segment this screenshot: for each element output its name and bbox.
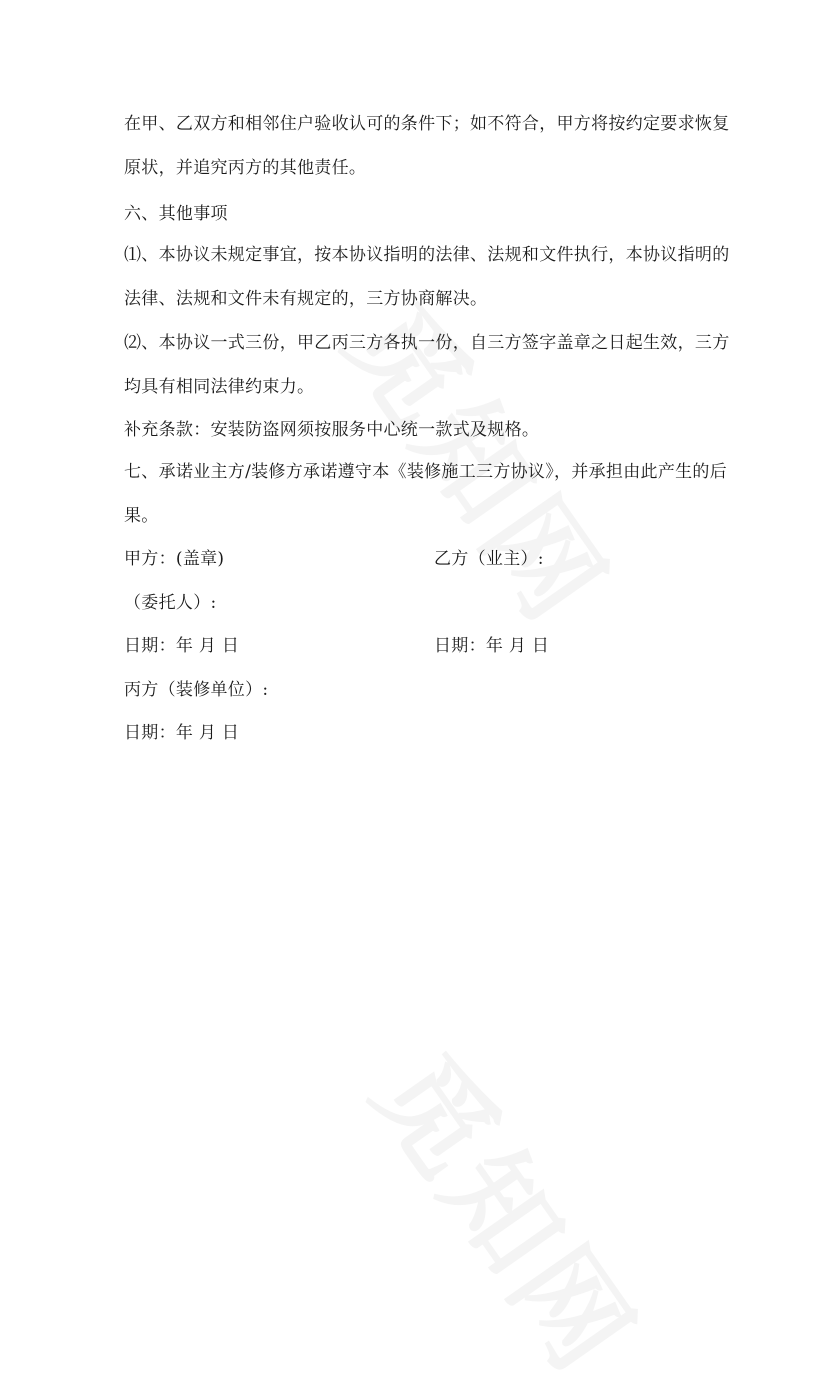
date-party-c: 日期：年 月 日 <box>124 723 240 743</box>
section-7-line-1: 七、承诺业主方/装修方承诺遵守本《装修施工三方协议》，并承担由此产生的后 <box>124 462 728 482</box>
signature-party-b: 乙方（业主）: <box>434 549 544 569</box>
supplementary-clause: 补充条款：安装防盗网须按服务中心统一款式及规格。 <box>124 420 540 440</box>
clause-1-line-2: 法律、法规和文件未有规定的，三方协商解决。 <box>124 289 488 309</box>
section-heading-other-matters: 六、其他事项 <box>124 204 228 224</box>
clause-1-line-1: ⑴、本协议未规定事宜，按本协议指明的法律、法规和文件执行，本协议指明的 <box>124 245 730 265</box>
paragraph-line-1: 在甲、乙双方和相邻住户验收认可的条件下；如不符合，甲方将按约定要求恢复 <box>124 114 730 134</box>
signature-party-a: 甲方：(盖章) <box>124 549 225 569</box>
date-party-b: 日期：年 月 日 <box>434 636 550 656</box>
clause-2-line-2: 均具有相同法律约束力。 <box>124 377 315 397</box>
watermark-top <box>316 268 651 650</box>
paragraph-line-2: 原状，并追究丙方的其他责任。 <box>124 158 367 178</box>
section-7-line-2: 果。 <box>124 506 159 526</box>
date-party-a: 日期：年 月 日 <box>124 636 240 656</box>
clause-2-line-1: ⑵、本协议一式三份，甲乙丙三方各执一份，自三方签字盖章之日起生效，三方 <box>124 333 730 353</box>
watermark-bottom <box>344 1018 679 1400</box>
signature-agent: （委托人）: <box>124 593 217 613</box>
signature-party-c: 丙方（装修单位）: <box>124 680 269 700</box>
